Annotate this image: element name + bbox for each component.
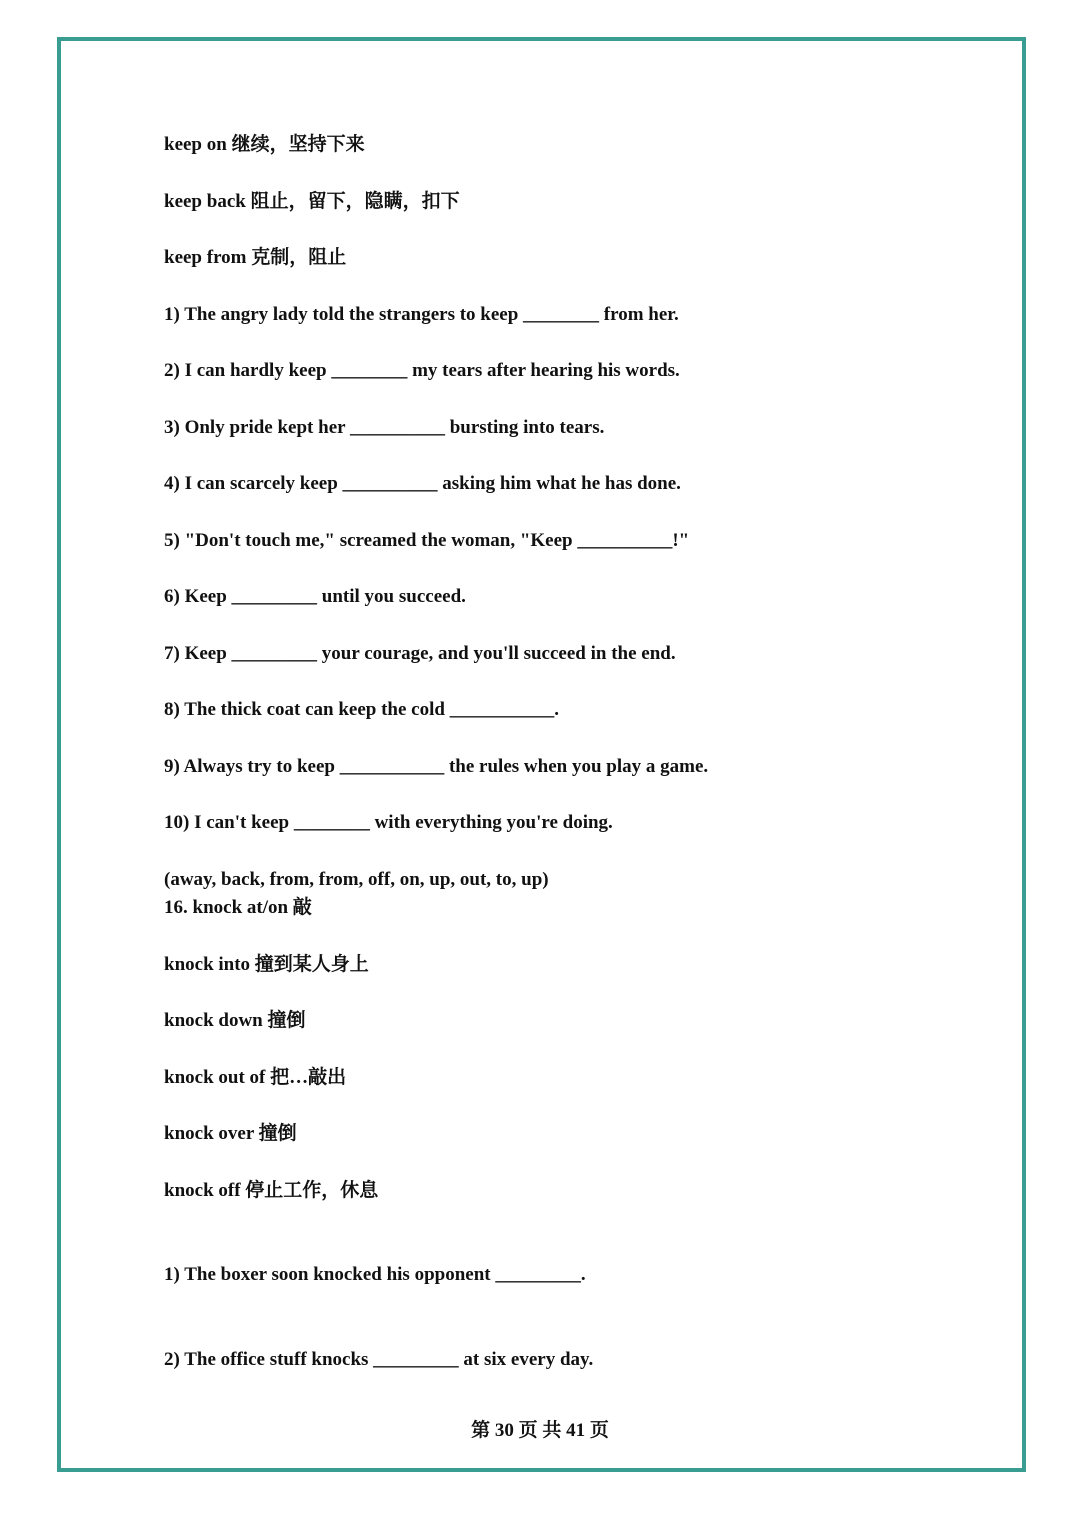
exercise-item: 6) Keep _________ until you succeed. — [164, 586, 466, 607]
phrase-knock-off: knock off 停止工作，休息 — [164, 1180, 379, 1201]
answer-options: (away, back, from, from, off, on, up, out, to, up) — [164, 869, 549, 890]
exercise-item: 2) The office stuff knocks _________ at six every day. — [164, 1349, 594, 1370]
phrase-keep-on: keep on 继续，坚持下来 — [164, 134, 365, 155]
phrase-knock-out-of: knock out of 把…敲出 — [164, 1067, 347, 1088]
page-number-footer: 第 30 页 共 41 页 — [471, 1420, 609, 1441]
phrase-knock-into: knock into 撞到某人身上 — [164, 954, 369, 975]
exercise-item: 3) Only pride kept her __________ bursting into tears. — [164, 417, 605, 438]
phrase-knock-over: knock over 撞倒 — [164, 1123, 297, 1144]
phrase-keep-back: keep back 阻止，留下，隐瞒，扣下 — [164, 191, 460, 212]
exercise-item: 1) The boxer soon knocked his opponent _________. — [164, 1264, 586, 1285]
exercise-item: 9) Always try to keep ___________ the rules when you play a game. — [164, 756, 709, 777]
exercise-item: 8) The thick coat can keep the cold ___________. — [164, 699, 559, 720]
exercise-item: 2) I can hardly keep ________ my tears after hearing his words. — [164, 360, 680, 381]
exercise-item: 4) I can scarcely keep __________ asking him what he has done. — [164, 473, 681, 494]
exercise-item: 10) I can't keep ________ with everything you're doing. — [164, 812, 613, 833]
phrase-keep-from: keep from 克制，阻止 — [164, 247, 347, 268]
section-heading-knock: 16. knock at/on 敲 — [164, 897, 312, 918]
exercise-item: 5) "Don't touch me," screamed the woman, "Keep __________!" — [164, 530, 690, 551]
exercise-item: 1) The angry lady told the strangers to keep ________ from her. — [164, 304, 679, 325]
phrase-knock-down: knock down 撞倒 — [164, 1010, 306, 1031]
exercise-item: 7) Keep _________ your courage, and you'll succeed in the end. — [164, 643, 676, 664]
